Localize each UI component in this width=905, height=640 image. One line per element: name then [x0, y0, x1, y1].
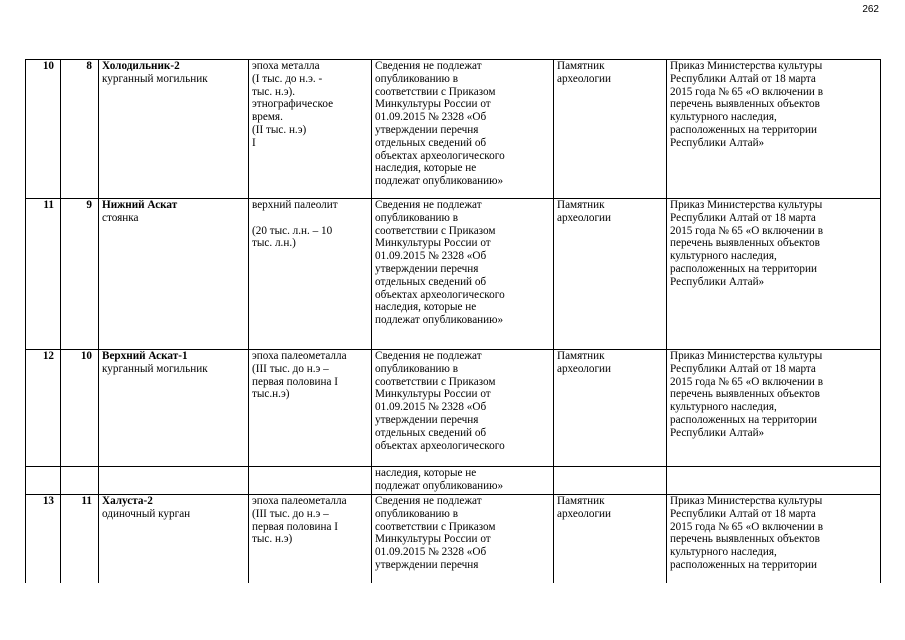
empty-cell — [26, 467, 61, 495]
object-category: Памятник археологии — [554, 60, 667, 199]
object-type: стоянка — [102, 211, 139, 224]
row-number: 11 — [26, 199, 61, 350]
object-location: Сведения не подлежат опубликованию в соответствии с Приказом Минкультуры России от 01.09.2015 № 2328 «Об утверждении перечня — [372, 495, 554, 584]
table-row — [26, 199, 881, 350]
object-period: эпоха палеометалла (III тыс. до н.э – первая половина I тыс.н.э) — [249, 350, 372, 467]
row-number: 10 — [26, 60, 61, 199]
object-category: Памятник археологии — [554, 199, 667, 350]
object-number: 11 — [61, 495, 99, 584]
object-name-cell — [99, 350, 249, 467]
object-name: Верхний Аскат-1 — [102, 350, 188, 362]
empty-cell — [249, 467, 372, 495]
table-row-continuation — [26, 467, 881, 495]
object-type: одиночный курган — [102, 507, 191, 520]
empty-cell — [667, 467, 881, 495]
object-document: Приказ Министерства культуры Республики Алтай от 18 марта 2015 года № 65 «О включении в перечень выявленных объектов культурного наследия, расположенных на территории Республики Алтай» — [667, 350, 881, 467]
empty-cell — [99, 467, 249, 495]
object-period: верхний палеолит (20 тыс. л.н. – 10 тыс. л.н.) — [249, 199, 372, 350]
object-number: 9 — [61, 199, 99, 350]
empty-cell — [61, 467, 99, 495]
object-document: Приказ Министерства культуры Республики Алтай от 18 марта 2015 года № 65 «О включении в перечень выявленных объектов культурного наследия, расположенных на территории — [667, 495, 881, 584]
object-name: Холодильник-2 — [102, 60, 180, 72]
object-type: курганный могильник — [102, 362, 208, 375]
object-number: 8 — [61, 60, 99, 199]
object-period: эпоха металла (I тыс. до н.э. - тыс. н.э). этнографическое время. (II тыс. н.э) I — [249, 60, 372, 199]
object-name-cell — [99, 60, 249, 199]
object-document: Приказ Министерства культуры Республики Алтай от 18 марта 2015 года № 65 «О включении в перечень выявленных объектов культурного наследия, расположенных на территории Республики Алтай» — [667, 60, 881, 199]
object-document: Приказ Министерства культуры Республики Алтай от 18 марта 2015 года № 65 «О включении в перечень выявленных объектов культурного наследия, расположенных на территории Республики Алтай» — [667, 199, 881, 350]
object-number: 10 — [61, 350, 99, 467]
heritage-objects-table — [25, 59, 881, 583]
object-period: эпоха палеометалла (III тыс. до н.э – первая половина I тыс. н.э) — [249, 495, 372, 584]
object-location-continued: наследия, которые не подлежат опубликованию» — [372, 467, 554, 495]
object-name-cell — [99, 199, 249, 350]
row-number: 12 — [26, 350, 61, 467]
object-name: Нижний Аскат — [102, 199, 178, 211]
table-row — [26, 60, 881, 199]
object-category: Памятник археологии — [554, 495, 667, 584]
object-name-cell — [99, 495, 249, 584]
page-number: 262 — [862, 4, 879, 15]
object-type: курганный могильник — [102, 72, 208, 85]
table-row — [26, 350, 881, 467]
empty-cell — [554, 467, 667, 495]
object-location: Сведения не подлежат опубликованию в соответствии с Приказом Минкультуры России от 01.09.2015 № 2328 «Об утверждении перечня отдельных сведений об объектах археологического наследия, которые не подлежат опубликованию» — [372, 199, 554, 350]
object-location: Сведения не подлежат опубликованию в соответствии с Приказом Минкультуры России от 01.09.2015 № 2328 «Об утверждении перечня отдельных сведений об объектах археологического наследия, которые не подлежат опубликованию» — [372, 60, 554, 199]
object-category: Памятник археологии — [554, 350, 667, 467]
row-number: 13 — [26, 495, 61, 584]
object-name: Халуста-2 — [102, 495, 153, 507]
table-row — [26, 495, 881, 584]
object-location: Сведения не подлежат опубликованию в соответствии с Приказом Минкультуры России от 01.09.2015 № 2328 «Об утверждении перечня отдельных сведений об объектах археологического — [372, 350, 554, 467]
